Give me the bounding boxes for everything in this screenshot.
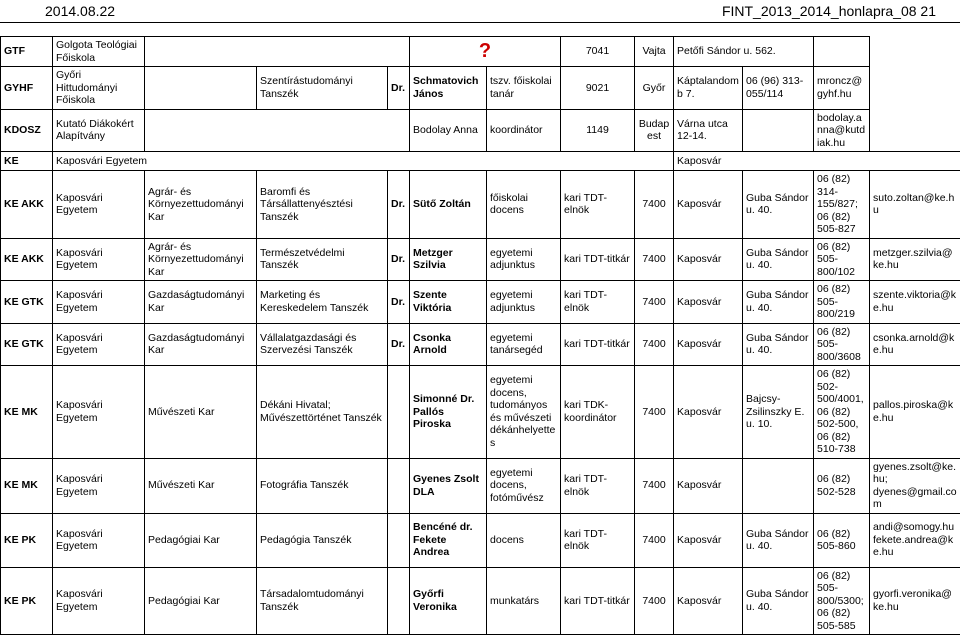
cell-code: KE MK xyxy=(1,458,53,513)
cell-code: KE xyxy=(1,152,53,171)
cell-unknown-marker: ? xyxy=(410,37,561,67)
cell-phone: 06 (82) 502-500/4001, 06 (82) 502-500, 06 (82) 510-738 xyxy=(814,366,870,459)
cell-role: kari TDT-titkár xyxy=(561,238,635,281)
cell-email xyxy=(814,37,870,67)
cell-zip: 9021 xyxy=(561,67,635,110)
cell-code: KDOSZ xyxy=(1,109,53,152)
cell-department: Szentírástudományi Tanszék xyxy=(257,67,388,110)
cell-person: Metzger Szilvia xyxy=(410,238,487,281)
cell-email: suto.zoltan@ke.hu xyxy=(870,171,960,239)
table-row xyxy=(1,366,960,459)
cell-zip: 7400 xyxy=(635,567,674,635)
cell-address: Káptalandomb 7. xyxy=(674,67,743,110)
cell-email: pallos.piroska@ke.hu xyxy=(870,366,960,459)
cell-position: egyetemi docens, tudományos és művészeti dékánhelyettes xyxy=(487,366,561,459)
cell-address xyxy=(743,458,814,513)
cell-address: Várna utca 12-14. xyxy=(674,109,743,152)
cell-empty xyxy=(145,37,410,67)
cell-address: Guba Sándor u. 40. xyxy=(743,238,814,281)
cell-role: kari TDT-titkár xyxy=(561,567,635,635)
cell-address: Guba Sándor u. 40. xyxy=(743,171,814,239)
table-row xyxy=(1,109,960,152)
cell-email: mroncz@gyhf.hu xyxy=(814,67,870,110)
cell-title: Dr. xyxy=(388,67,410,110)
cell-email: szente.viktoria@ke.hu xyxy=(870,281,960,324)
cell-faculty: Gazdaságtudományi Kar xyxy=(145,323,257,366)
cell-email: metzger.szilvia@ke.hu xyxy=(870,238,960,281)
cell-code: KE PK xyxy=(1,567,53,635)
cell-institution: Kaposvári Egyetem xyxy=(53,458,145,513)
cell-address: Guba Sándor u. 40. xyxy=(743,567,814,635)
cell-city: Kaposvár xyxy=(674,281,743,324)
cell-department: Fotográfia Tanszék xyxy=(257,458,388,513)
cell-faculty: Agrár- és Környezettudományi Kar xyxy=(145,171,257,239)
cell-person: Győrfi Veronika xyxy=(410,567,487,635)
table-row xyxy=(1,323,960,366)
cell-faculty: Művészeti Kar xyxy=(145,366,257,459)
cell-city: Kaposvár xyxy=(674,458,743,513)
cell-department: Marketing és Kereskedelem Tanszék xyxy=(257,281,388,324)
cell-institution: Kaposvári Egyetem xyxy=(53,152,674,171)
table-row xyxy=(1,171,960,239)
cell-phone xyxy=(743,109,814,152)
cell-position: egyetemi docens, fotóművész xyxy=(487,458,561,513)
cell-code: KE PK xyxy=(1,513,53,567)
cell-zip: 7400 xyxy=(635,238,674,281)
cell-faculty: Agrár- és Környezettudományi Kar xyxy=(145,238,257,281)
cell-person: Bodolay Anna xyxy=(410,109,487,152)
cell-title: Dr. xyxy=(388,171,410,239)
cell-email: bodolay.anna@kutdiak.hu xyxy=(814,109,870,152)
cell-title xyxy=(388,513,410,567)
table-row xyxy=(1,152,960,171)
cell-title xyxy=(388,458,410,513)
cell-code: GTF xyxy=(1,37,53,67)
cell-position: docens xyxy=(487,513,561,567)
cell-role: kari TDK-koordinátor xyxy=(561,366,635,459)
cell-person: Szente Viktória xyxy=(410,281,487,324)
cell-phone: 06 (82) 505-800/102 xyxy=(814,238,870,281)
cell-department: Társadalomtudományi Tanszék xyxy=(257,567,388,635)
table-row xyxy=(1,37,960,67)
cell-phone: 06 (82) 314-155/827; 06 (82) 505-827 xyxy=(814,171,870,239)
cell-title xyxy=(388,366,410,459)
cell-faculty: Gazdaságtudományi Kar xyxy=(145,281,257,324)
cell-faculty: Pedagógiai Kar xyxy=(145,513,257,567)
cell-city: Kaposvár xyxy=(674,567,743,635)
cell-email: csonka.arnold@ke.hu xyxy=(870,323,960,366)
table-row xyxy=(1,513,960,567)
cell-code: KE AKK xyxy=(1,238,53,281)
cell-person: Simonné Dr. Pallós Piroska xyxy=(410,366,487,459)
cell-city: Kaposvár xyxy=(674,366,743,459)
cell-code: GYHF xyxy=(1,67,53,110)
cell-phone: 06 (82) 505-860 xyxy=(814,513,870,567)
cell-city: Vajta xyxy=(635,37,674,67)
cell-position: tszv. főiskolai tanár xyxy=(487,67,561,110)
table-row xyxy=(1,238,960,281)
cell-city: Győr xyxy=(635,67,674,110)
cell-person: Schmatovich János xyxy=(410,67,487,110)
cell-address: Guba Sándor u. 40. xyxy=(743,513,814,567)
cell-position: egyetemi tanársegéd xyxy=(487,323,561,366)
cell-code: KE MK xyxy=(1,366,53,459)
cell-zip: 7400 xyxy=(635,366,674,459)
cell-empty xyxy=(145,109,410,152)
cell-institution: Kaposvári Egyetem xyxy=(53,366,145,459)
cell-phone: 06 (96) 313-055/114 xyxy=(743,67,814,110)
cell-faculty: Művészeti Kar xyxy=(145,458,257,513)
cell-institution: Kaposvári Egyetem xyxy=(53,171,145,239)
cell-phone: 06 (82) 502-528 xyxy=(814,458,870,513)
contacts-table xyxy=(0,36,960,635)
table-row xyxy=(1,67,960,110)
cell-position: egyetemi adjunktus xyxy=(487,281,561,324)
cell-department: Vállalatgazdasági és Szervezési Tanszék xyxy=(257,323,388,366)
cell-position: koordinátor xyxy=(487,109,561,152)
cell-institution: Kaposvári Egyetem xyxy=(53,281,145,324)
table-row xyxy=(1,458,960,513)
cell-institution: Kaposvári Egyetem xyxy=(53,323,145,366)
cell-department: Dékáni Hivatal; Művészettörténet Tanszék xyxy=(257,366,388,459)
cell-zip: 7400 xyxy=(635,458,674,513)
cell-phone: 06 (82) 505-800/219 xyxy=(814,281,870,324)
cell-role: kari TDT-titkár xyxy=(561,323,635,366)
cell-code: KE AKK xyxy=(1,171,53,239)
cell-department: Természetvédelmi Tanszék xyxy=(257,238,388,281)
cell-position: munkatárs xyxy=(487,567,561,635)
cell-code: KE GTK xyxy=(1,323,53,366)
header-date: 2014.08.22 xyxy=(45,0,115,22)
cell-institution: Kaposvári Egyetem xyxy=(53,567,145,635)
cell-city: Kaposvár xyxy=(674,513,743,567)
cell-city: Kaposvár xyxy=(674,238,743,281)
table-row xyxy=(1,281,960,324)
cell-zip: 7400 xyxy=(635,323,674,366)
cell-address: Guba Sándor u. 40. xyxy=(743,323,814,366)
cell-code: KE GTK xyxy=(1,281,53,324)
cell-city: Budapest xyxy=(635,109,674,152)
cell-role: kari TDT-elnök xyxy=(561,458,635,513)
header-filename: FINT_2013_2014_honlapra_08 21 xyxy=(722,0,936,22)
cell-zip: 7400 xyxy=(635,281,674,324)
cell-role: kari TDT-elnök xyxy=(561,171,635,239)
cell-email: andi@somogy.hu fekete.andrea@ke.hu xyxy=(870,513,960,567)
cell-department: Pedagógia Tanszék xyxy=(257,513,388,567)
cell-role: kari TDT-elnök xyxy=(561,281,635,324)
page-header xyxy=(0,0,960,23)
cell-address: Guba Sándor u. 40. xyxy=(743,281,814,324)
cell-institution: Kaposvári Egyetem xyxy=(53,513,145,567)
cell-position: egyetemi adjunktus xyxy=(487,238,561,281)
cell-phone: 06 (82) 505-800/3608 xyxy=(814,323,870,366)
cell-zip: 7400 xyxy=(635,513,674,567)
cell-faculty xyxy=(145,67,257,110)
cell-zip: 7041 xyxy=(561,37,635,67)
cell-institution: Golgota Teológiai Főiskola xyxy=(53,37,145,67)
cell-institution: Kaposvári Egyetem xyxy=(53,238,145,281)
cell-person: Gyenes Zsolt DLA xyxy=(410,458,487,513)
cell-address: Petőfi Sándor u. 562. xyxy=(674,37,814,67)
cell-zip: 7400 xyxy=(635,171,674,239)
cell-department: Baromfi és Társállattenyésztési Tanszék xyxy=(257,171,388,239)
cell-city: Kaposvár xyxy=(674,152,960,171)
cell-email: gyenes.zsolt@ke.hu; dyenes@gmail.com xyxy=(870,458,960,513)
cell-city: Kaposvár xyxy=(674,323,743,366)
cell-institution: Győri Hittudományi Főiskola xyxy=(53,67,145,110)
cell-person: Sütő Zoltán xyxy=(410,171,487,239)
cell-title: Dr. xyxy=(388,281,410,324)
cell-address: Bajcsy-Zsilinszky E. u. 10. xyxy=(743,366,814,459)
cell-person: Csonka Arnold xyxy=(410,323,487,366)
cell-institution: Kutató Diákokért Alapítvány xyxy=(53,109,145,152)
cell-email: gyorfi.veronika@ke.hu xyxy=(870,567,960,635)
cell-role: kari TDT-elnök xyxy=(561,513,635,567)
cell-title: Dr. xyxy=(388,238,410,281)
cell-person: Bencéné dr. Fekete Andrea xyxy=(410,513,487,567)
cell-faculty: Pedagógiai Kar xyxy=(145,567,257,635)
cell-position: főiskolai docens xyxy=(487,171,561,239)
cell-zip: 1149 xyxy=(561,109,635,152)
cell-title: Dr. xyxy=(388,323,410,366)
cell-phone: 06 (82) 505-800/5300; 06 (82) 505-585 xyxy=(814,567,870,635)
cell-city: Kaposvár xyxy=(674,171,743,239)
